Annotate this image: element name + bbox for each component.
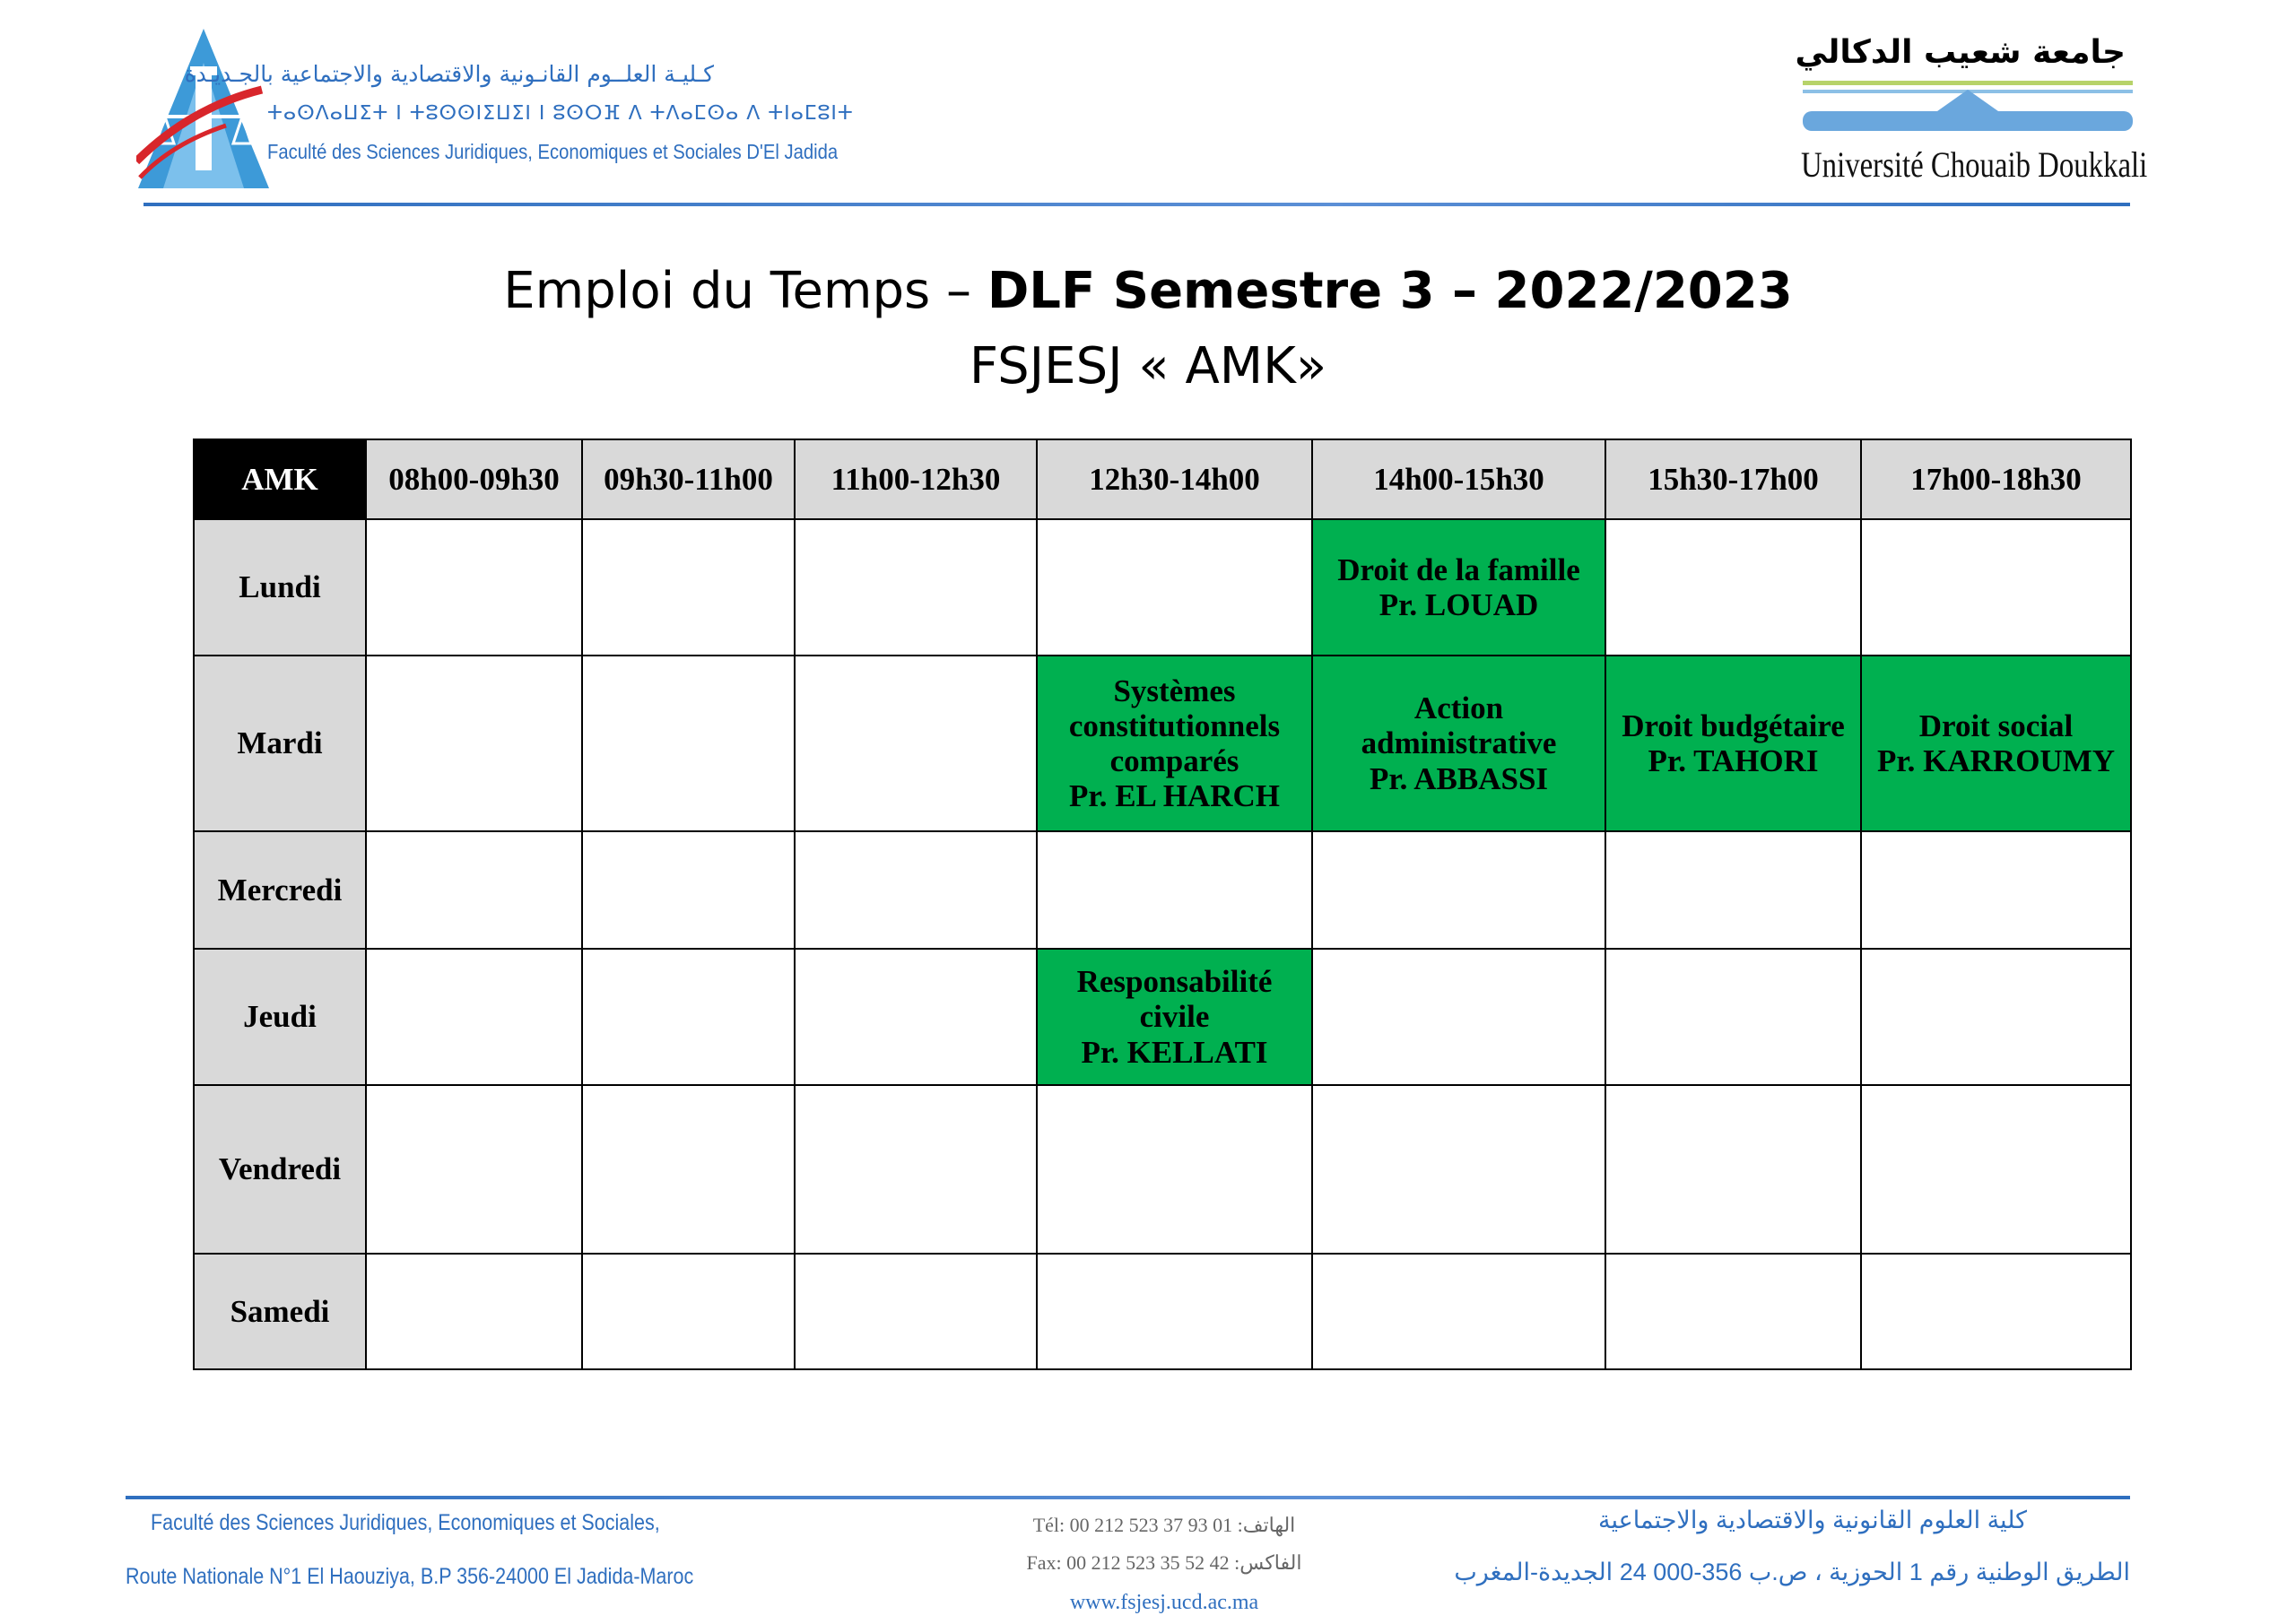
course-label: Droit de la famille Pr. LOUAD [1337, 551, 1580, 622]
timetable-row [194, 831, 2131, 949]
header-divider [144, 203, 2130, 206]
course-label: Droit social Pr. KARROUMY [1876, 708, 2116, 778]
timetable-row [194, 656, 2131, 831]
empty-slot-cell [1605, 1254, 1861, 1369]
empty-slot-cell [1037, 831, 1312, 949]
timetable-corner-label: AMK [194, 439, 366, 519]
empty-slot-cell [366, 519, 582, 656]
faculty-name-arabic: كـليـة العلــوم القانـونية والاقتصادية والاجتماعية بالجـديـدة [184, 61, 714, 87]
empty-slot-cell [795, 1085, 1037, 1254]
slot-header: 09h30-11h00 [582, 439, 795, 519]
university-name-french: Université Chouaib Doukkali [1801, 144, 2148, 185]
day-label: Samedi [194, 1254, 366, 1369]
course-cell [1037, 656, 1312, 831]
empty-slot-cell [366, 1254, 582, 1369]
empty-slot-cell [366, 656, 582, 831]
timetable-row [194, 1085, 2131, 1254]
day-label: Mardi [194, 656, 366, 831]
empty-slot-cell [366, 949, 582, 1085]
course-cell [1605, 656, 1861, 831]
empty-slot-cell [582, 1254, 795, 1369]
empty-slot-cell [1861, 831, 2131, 949]
faculty-name-tifinagh: ⵜⴰⵙⴷⴰⵡⵉⵜ ⵏ ⵜⵓⵙⵙⵏⵉⵡⵉⵏ ⵏ ⵓⵙⵔⴼ ⴷ ⵜⴷⴰⵎⵙⴰ ⴷ ⵜⵏⴰⵎⵓⵏⵜ [267, 102, 854, 125]
empty-slot-cell [795, 949, 1037, 1085]
empty-slot-cell [795, 1254, 1037, 1369]
footer-address-line2: Route Nationale N°1 El Haouziya, B.P 356-24000 El Jadida-Maroc [126, 1564, 694, 1589]
day-label: Mercredi [194, 831, 366, 949]
empty-slot-cell [1861, 1254, 2131, 1369]
empty-slot-cell [1037, 519, 1312, 656]
empty-slot-cell [1861, 519, 2131, 656]
empty-slot-cell [1037, 1085, 1312, 1254]
footer-faculty-arabic: كلية العلوم القانونية والاقتصادية والاجتماعية [1598, 1507, 2027, 1533]
day-label: Jeudi [194, 949, 366, 1085]
footer-address-arabic: الطريق الوطنية رقم 1 الحوزية ، ص.ب 356-000 24 الجديدة-المغرب [1454, 1559, 2130, 1585]
page-subtitle: FSJESJ « AMK» [969, 337, 1327, 395]
timetable-header-row [194, 439, 2131, 519]
empty-slot-cell [795, 656, 1037, 831]
university-name-arabic: جامعة شعيب الدكالي [1795, 34, 2126, 71]
empty-slot-cell [582, 656, 795, 831]
course-cell [1861, 656, 2131, 831]
course-cell [1312, 519, 1605, 656]
timetable-row [194, 949, 2131, 1085]
course-cell [1312, 656, 1605, 831]
empty-slot-cell [1312, 1085, 1605, 1254]
slot-header: 14h00-15h30 [1312, 439, 1605, 519]
empty-slot-cell [582, 949, 795, 1085]
page-title: Emploi du Temps – DLF Semestre 3 – 2022/2023 [503, 262, 1793, 320]
day-label: Vendredi [194, 1085, 366, 1254]
empty-slot-cell [1605, 831, 1861, 949]
course-label: Responsabilité civile Pr. KELLATI [1076, 964, 1273, 1070]
empty-slot-cell [366, 831, 582, 949]
course-label: Systèmes constitutionnels comparés Pr. EL HARCH [1068, 673, 1281, 814]
timetable [193, 439, 2132, 1370]
empty-slot-cell [1605, 519, 1861, 656]
footer-address-line1: Faculté des Sciences Juridiques, Economiques et Sociales, [151, 1510, 660, 1535]
footer-phone: Tél: 00 212 523 37 93 01 :الهاتف [1032, 1514, 1296, 1536]
course-cell [1037, 949, 1312, 1085]
empty-slot-cell [1312, 831, 1605, 949]
faculty-logo [136, 27, 271, 194]
slot-header: 08h00-09h30 [366, 439, 582, 519]
slot-header: 11h00-12h30 [795, 439, 1037, 519]
empty-slot-cell [1861, 949, 2131, 1085]
empty-slot-cell [582, 519, 795, 656]
footer-fax: Fax: 00 212 523 35 52 42 :الفاكس [1026, 1551, 1302, 1574]
slot-header: 15h30-17h00 [1605, 439, 1861, 519]
empty-slot-cell [795, 519, 1037, 656]
slot-header: 17h00-18h30 [1861, 439, 2131, 519]
course-label: Action administrative Pr. ABBASSI [1361, 690, 1557, 796]
empty-slot-cell [1312, 1254, 1605, 1369]
day-label: Lundi [194, 519, 366, 656]
timetable-row [194, 519, 2131, 656]
timetable-row [194, 1254, 2131, 1369]
empty-slot-cell [1605, 1085, 1861, 1254]
empty-slot-cell [582, 831, 795, 949]
footer-website-link[interactable]: www.fsjesj.ucd.ac.ma [1069, 1591, 1259, 1614]
slot-header: 12h30-14h00 [1037, 439, 1312, 519]
footer-divider [126, 1496, 2130, 1499]
empty-slot-cell [1861, 1085, 2131, 1254]
empty-slot-cell [1605, 949, 1861, 1085]
empty-slot-cell [1312, 949, 1605, 1085]
empty-slot-cell [582, 1085, 795, 1254]
empty-slot-cell [795, 831, 1037, 949]
course-label: Droit budgétaire Pr. TAHORI [1622, 708, 1845, 778]
university-logo-mark [1803, 75, 2133, 147]
empty-slot-cell [366, 1085, 582, 1254]
empty-slot-cell [1037, 1254, 1312, 1369]
faculty-name-french: Faculté des Sciences Juridiques, Economiques et Sociales D'El Jadida [267, 140, 839, 163]
